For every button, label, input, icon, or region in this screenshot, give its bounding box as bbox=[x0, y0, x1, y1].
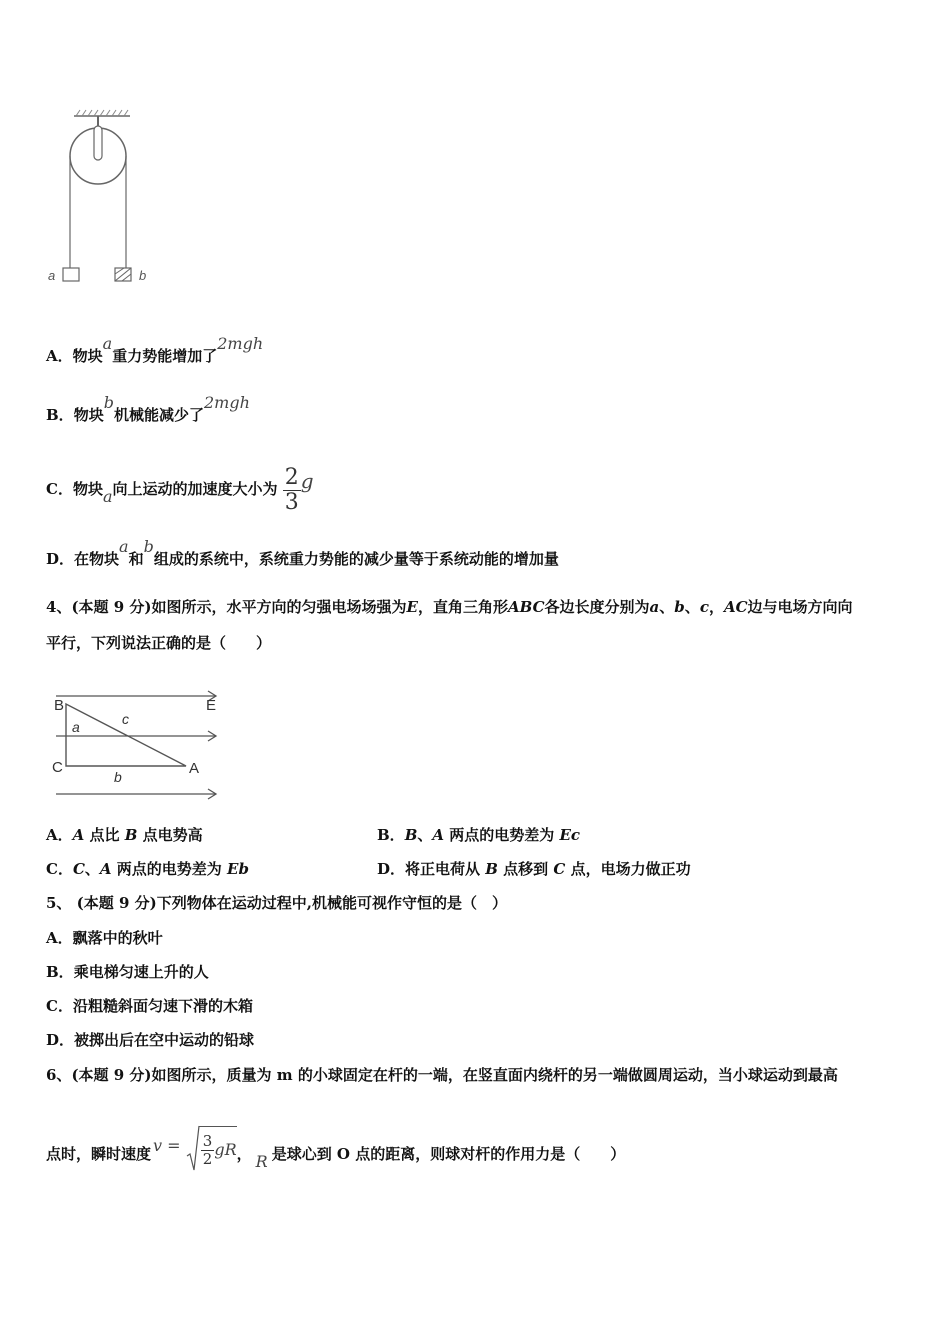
q3-option-b[interactable]: B．物块b机械能减少了2mgh bbox=[46, 393, 250, 424]
q4-option-b[interactable]: B．B、A 两点的电势差为 Ec bbox=[377, 826, 581, 844]
label-A: A bbox=[189, 760, 200, 777]
q3-option-c[interactable]: C．物块a向上运动的加速度大小为 $\frac{2}{3}$ g bbox=[46, 464, 314, 515]
label-a: a bbox=[72, 719, 80, 735]
q6-stem-line2: 点时，瞬时速度 v = $\frac{3}{2}$ gR， R 是球心到 O 点的距离，则球对杆的作用力是（ ） bbox=[46, 1130, 625, 1180]
pulley-figure bbox=[40, 108, 170, 293]
label-C: C bbox=[52, 759, 63, 776]
q5-stem: 5、 (本题 9 分)下列物体在运动过程中,机械能可视作守恒的是（ ） bbox=[46, 894, 507, 912]
label-b: b bbox=[114, 769, 122, 785]
label-c: c bbox=[122, 711, 129, 727]
q4-option-a[interactable]: A．A 点比 B 点电势高 bbox=[46, 826, 203, 844]
figure-label-a: a bbox=[48, 268, 56, 283]
q5-option-c[interactable]: C．沿粗糙斜面匀速下滑的木箱 bbox=[46, 997, 253, 1015]
sqrt-sign bbox=[186, 1124, 200, 1174]
q4-stem-line2: 平行，下列说法正确的是（ ） bbox=[46, 634, 272, 652]
sqrt-expression: $\frac{3}{2}$ gR bbox=[186, 1124, 237, 1174]
q5-option-d[interactable]: D．被掷出后在空中运动的铅球 bbox=[46, 1031, 255, 1049]
q6-stem-line1: 6、(本题 9 分)如图所示，质量为 m 的小球固定在杆的一端，在竖直面内绕杆的另一端做圆周运动，当小球运动到最高 bbox=[46, 1066, 838, 1084]
fraction-two-thirds: $\frac{2}{3}$ bbox=[284, 464, 299, 515]
q4-stem-line1: 4、(本题 9 分)如图所示，水平方向的匀强电场场强为E，直角三角形ABC各边长度分别为a、b、c，AC边与电场方向向 bbox=[46, 598, 853, 616]
q5-option-a[interactable]: A．飘落中的秋叶 bbox=[46, 929, 163, 947]
label-B: B bbox=[54, 697, 65, 714]
q4-option-c[interactable]: C．C、A 两点的电势差为 Eb bbox=[46, 860, 249, 878]
q3-option-d[interactable]: D．在物块a和b组成的系统中，系统重力势能的减少量等于系统动能的增加量 bbox=[46, 537, 559, 568]
label-E: E bbox=[206, 697, 217, 714]
q5-option-b[interactable]: B．乘电梯匀速上升的人 bbox=[46, 963, 209, 981]
q4-option-d[interactable]: D．将正电荷从 B 点移到 C 点，电场力做正功 bbox=[377, 860, 691, 878]
figure-label-b: b bbox=[139, 268, 147, 283]
triangle-field-figure bbox=[48, 690, 228, 810]
q3-option-a[interactable]: A．物块a重力势能增加了2mgh bbox=[46, 334, 264, 365]
